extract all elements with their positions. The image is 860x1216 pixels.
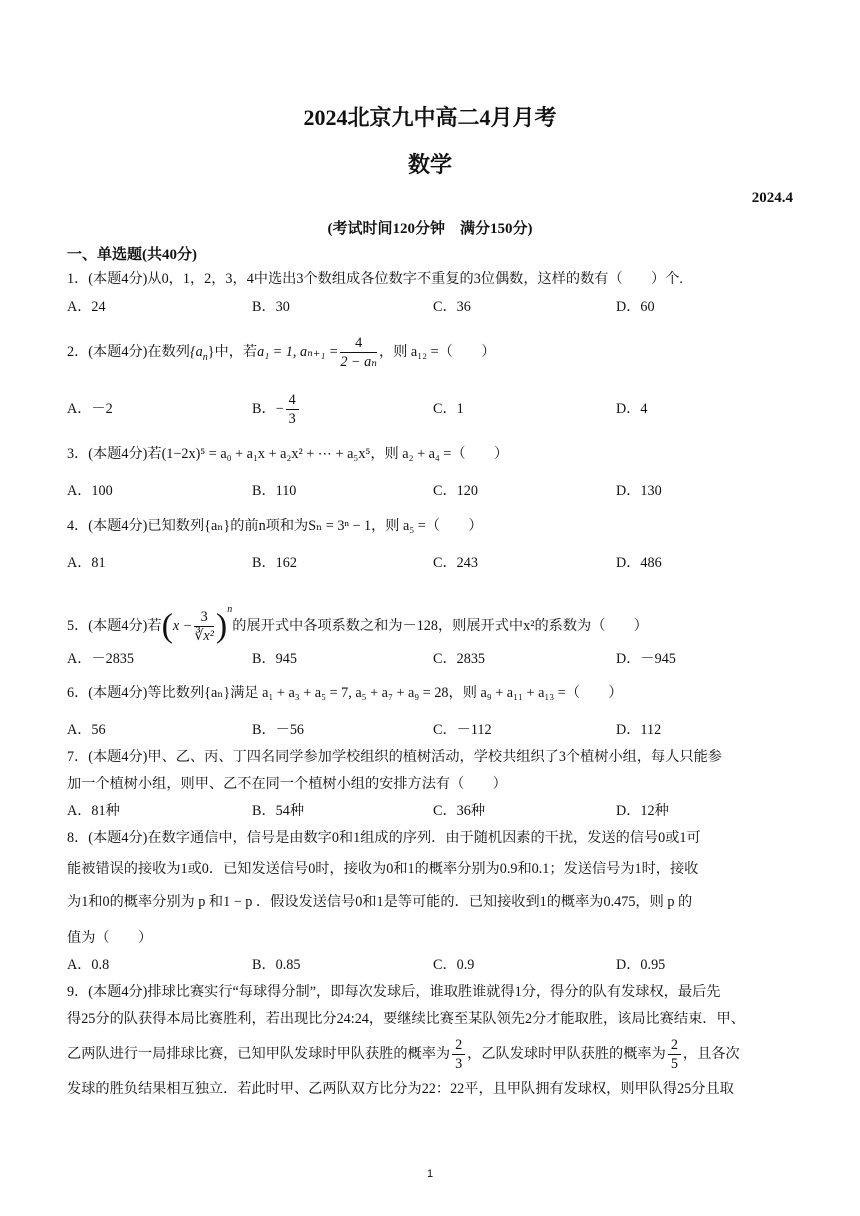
q5-option-b: B．945 <box>252 651 297 667</box>
q8-option-c: C．0.9 <box>433 957 475 973</box>
q9-fraction-1: $\frac{2}{3}$ <box>452 1036 465 1073</box>
q1-option-c: C．36 <box>433 299 471 315</box>
q5-option-d: D．－945 <box>616 651 676 667</box>
question-8-line-2: 能被错误的接收为1或0．已知发送信号0时，接收为0和1的概率分别为0.9和0.1；发送信号为1时，接收 <box>67 861 699 877</box>
q5-fraction: $\frac{3}{\text{∛x²}}$ <box>194 609 214 645</box>
q7-option-a: A．81种 <box>67 803 120 819</box>
subject-title: 数学 <box>407 152 452 177</box>
q7-option-c: C．36种 <box>433 803 486 819</box>
q2-mid: }中，若 <box>207 344 258 360</box>
question-7-line-2: 加一个植树小组，则甲、乙不在同一个植树小组的安排方法有（ ） <box>67 776 507 792</box>
q2-fraction: $\frac{4}{\text{2 − aₙ}}$ <box>340 335 377 371</box>
q4-option-c: C．243 <box>433 555 478 571</box>
question-2 <box>67 332 495 378</box>
question-4: 4．(本题4分)已知数列{aₙ}的前n项和为Sₙ = 3ⁿ − 1，则 a₅ =（ ） <box>67 518 483 534</box>
q8-option-a: A．0.8 <box>67 957 110 973</box>
page-number: 1 <box>426 1168 434 1180</box>
q2-option-a: A．－2 <box>67 401 113 417</box>
q2-cond: a₁ = 1, aₙ₊₁ = <box>257 344 339 360</box>
q2-option-c: C．1 <box>433 401 464 417</box>
question-1: 1．(本题4分)从0，1，2，3，4中选出3个数组成各位数字不重复的3位偶数，这样的数有（ ）个. <box>67 271 683 287</box>
section-heading: 一、单选题(共40分) <box>67 247 197 263</box>
question-8-line-1: 8．(本题4分)在数字通信中，信号是由数字0和1组成的序列．由于随机因素的干扰，发送的信号0或1可 <box>67 830 701 846</box>
question-9-line-2: 得25分的队获得本局比赛胜利，若出现比分24:24，要继续比赛至某队领先2分才能取胜，该局比赛结束．甲、 <box>67 1011 745 1027</box>
q2-seq: {$a_n$ <box>189 344 208 363</box>
q6-option-b: B．－56 <box>252 722 305 738</box>
q1-option-b: B．30 <box>252 299 290 315</box>
q6-option-d: D．112 <box>616 722 662 738</box>
q2-tail: ，则 a₁₂ =（ ） <box>379 344 496 360</box>
q2-prefix: 2．(本题4分)在数列 <box>67 344 190 360</box>
q3-option-c: C．120 <box>433 483 478 499</box>
q1-option-a: A．24 <box>67 299 106 315</box>
question-5: 5．(本题4分)若(x − $\frac{3}{\text{∛x²}}$ )$^n$的展开式中各项系数之和为－128，则展开式中x²的系数为（ ） <box>67 604 648 645</box>
q9-fraction-2: $\frac{2}{5}$ <box>668 1036 681 1073</box>
q2-option-d: D．4 <box>616 401 648 417</box>
question-3: 3．(本题4分)若(1−2x)⁵ = a₀ + a₁x + a₂x² + ⋯ + a₅x⁵，则 a₂ + a₄ =（ ） <box>67 446 509 462</box>
q1-option-d: D．60 <box>616 299 655 315</box>
q7-option-b: B．54种 <box>252 803 305 819</box>
q5-prefix: 5．(本题4分)若 <box>67 618 162 634</box>
question-9-line-4: 发球的胜负结果相互独立．若此时甲、乙两队双方比分为22：22平，且甲队拥有发球权，则甲队得25分且取 <box>67 1081 734 1097</box>
question-6: 6．(本题4分)等比数列{aₙ}满足 a₁ + a₃ + a₅ = 7, a₅ + a₇ + a₉ = 28，则 a₉ + a₁₁ + a₁₃ =（ ） <box>67 685 623 701</box>
q5-power: n <box>227 604 233 615</box>
q8-option-b: B．0.85 <box>252 957 301 973</box>
question-9-line-3: 乙两队进行一局排球比赛，已知甲队发球时甲队获胜的概率为 $\frac{2}{3}$ ，乙队发球时甲队获胜的概率为 $\frac{2}{5}$ ，且各次 <box>67 1037 740 1073</box>
q3-option-a: A．100 <box>67 483 113 499</box>
q5-tail: 的展开式中各项系数之和为－128，则展开式中x²的系数为（ ） <box>232 618 648 634</box>
q2-option-b: B．− $\frac{4}{3}$ <box>252 389 301 429</box>
question-8-line-3: 为1和0的概率分别为 p 和1 − p ．假设发送信号0和1是等可能的．已知接收到1的概率为0.475，则 p 的 <box>67 894 693 910</box>
q5-option-c: C．2835 <box>433 651 486 667</box>
question-8-line-4: 值为（ ） <box>67 930 153 946</box>
q7-option-d: D．12种 <box>616 803 669 819</box>
q6-option-a: A．56 <box>67 722 106 738</box>
q4-option-b: B．162 <box>252 555 297 571</box>
exam-info: (考试时间120分钟 满分150分) <box>327 221 533 237</box>
q3-option-d: D．130 <box>616 483 662 499</box>
q4-option-d: D．486 <box>616 555 662 571</box>
question-7-line-1: 7．(本题4分)甲、乙、丙、丁四名同学参加学校组织的植树活动，学校共组织了3个植树小组，每人只能参 <box>67 749 722 765</box>
q4-option-a: A．81 <box>67 555 106 571</box>
q8-option-d: D．0.95 <box>616 957 666 973</box>
q5-x: x − <box>172 618 193 634</box>
q5-option-a: A．－2835 <box>67 651 134 667</box>
question-9-line-1: 9．(本题4分)排球比赛实行“每球得分制”，即每次发球后，谁取胜谁就得1分，得分的队有发球权，最后先 <box>67 984 721 1000</box>
q3-option-b: B．110 <box>252 483 297 499</box>
exam-title: 2024北京九中高二4月月考 <box>303 105 557 130</box>
exam-date: 2024.4 <box>751 190 793 206</box>
q6-option-c: C．－112 <box>433 722 492 738</box>
